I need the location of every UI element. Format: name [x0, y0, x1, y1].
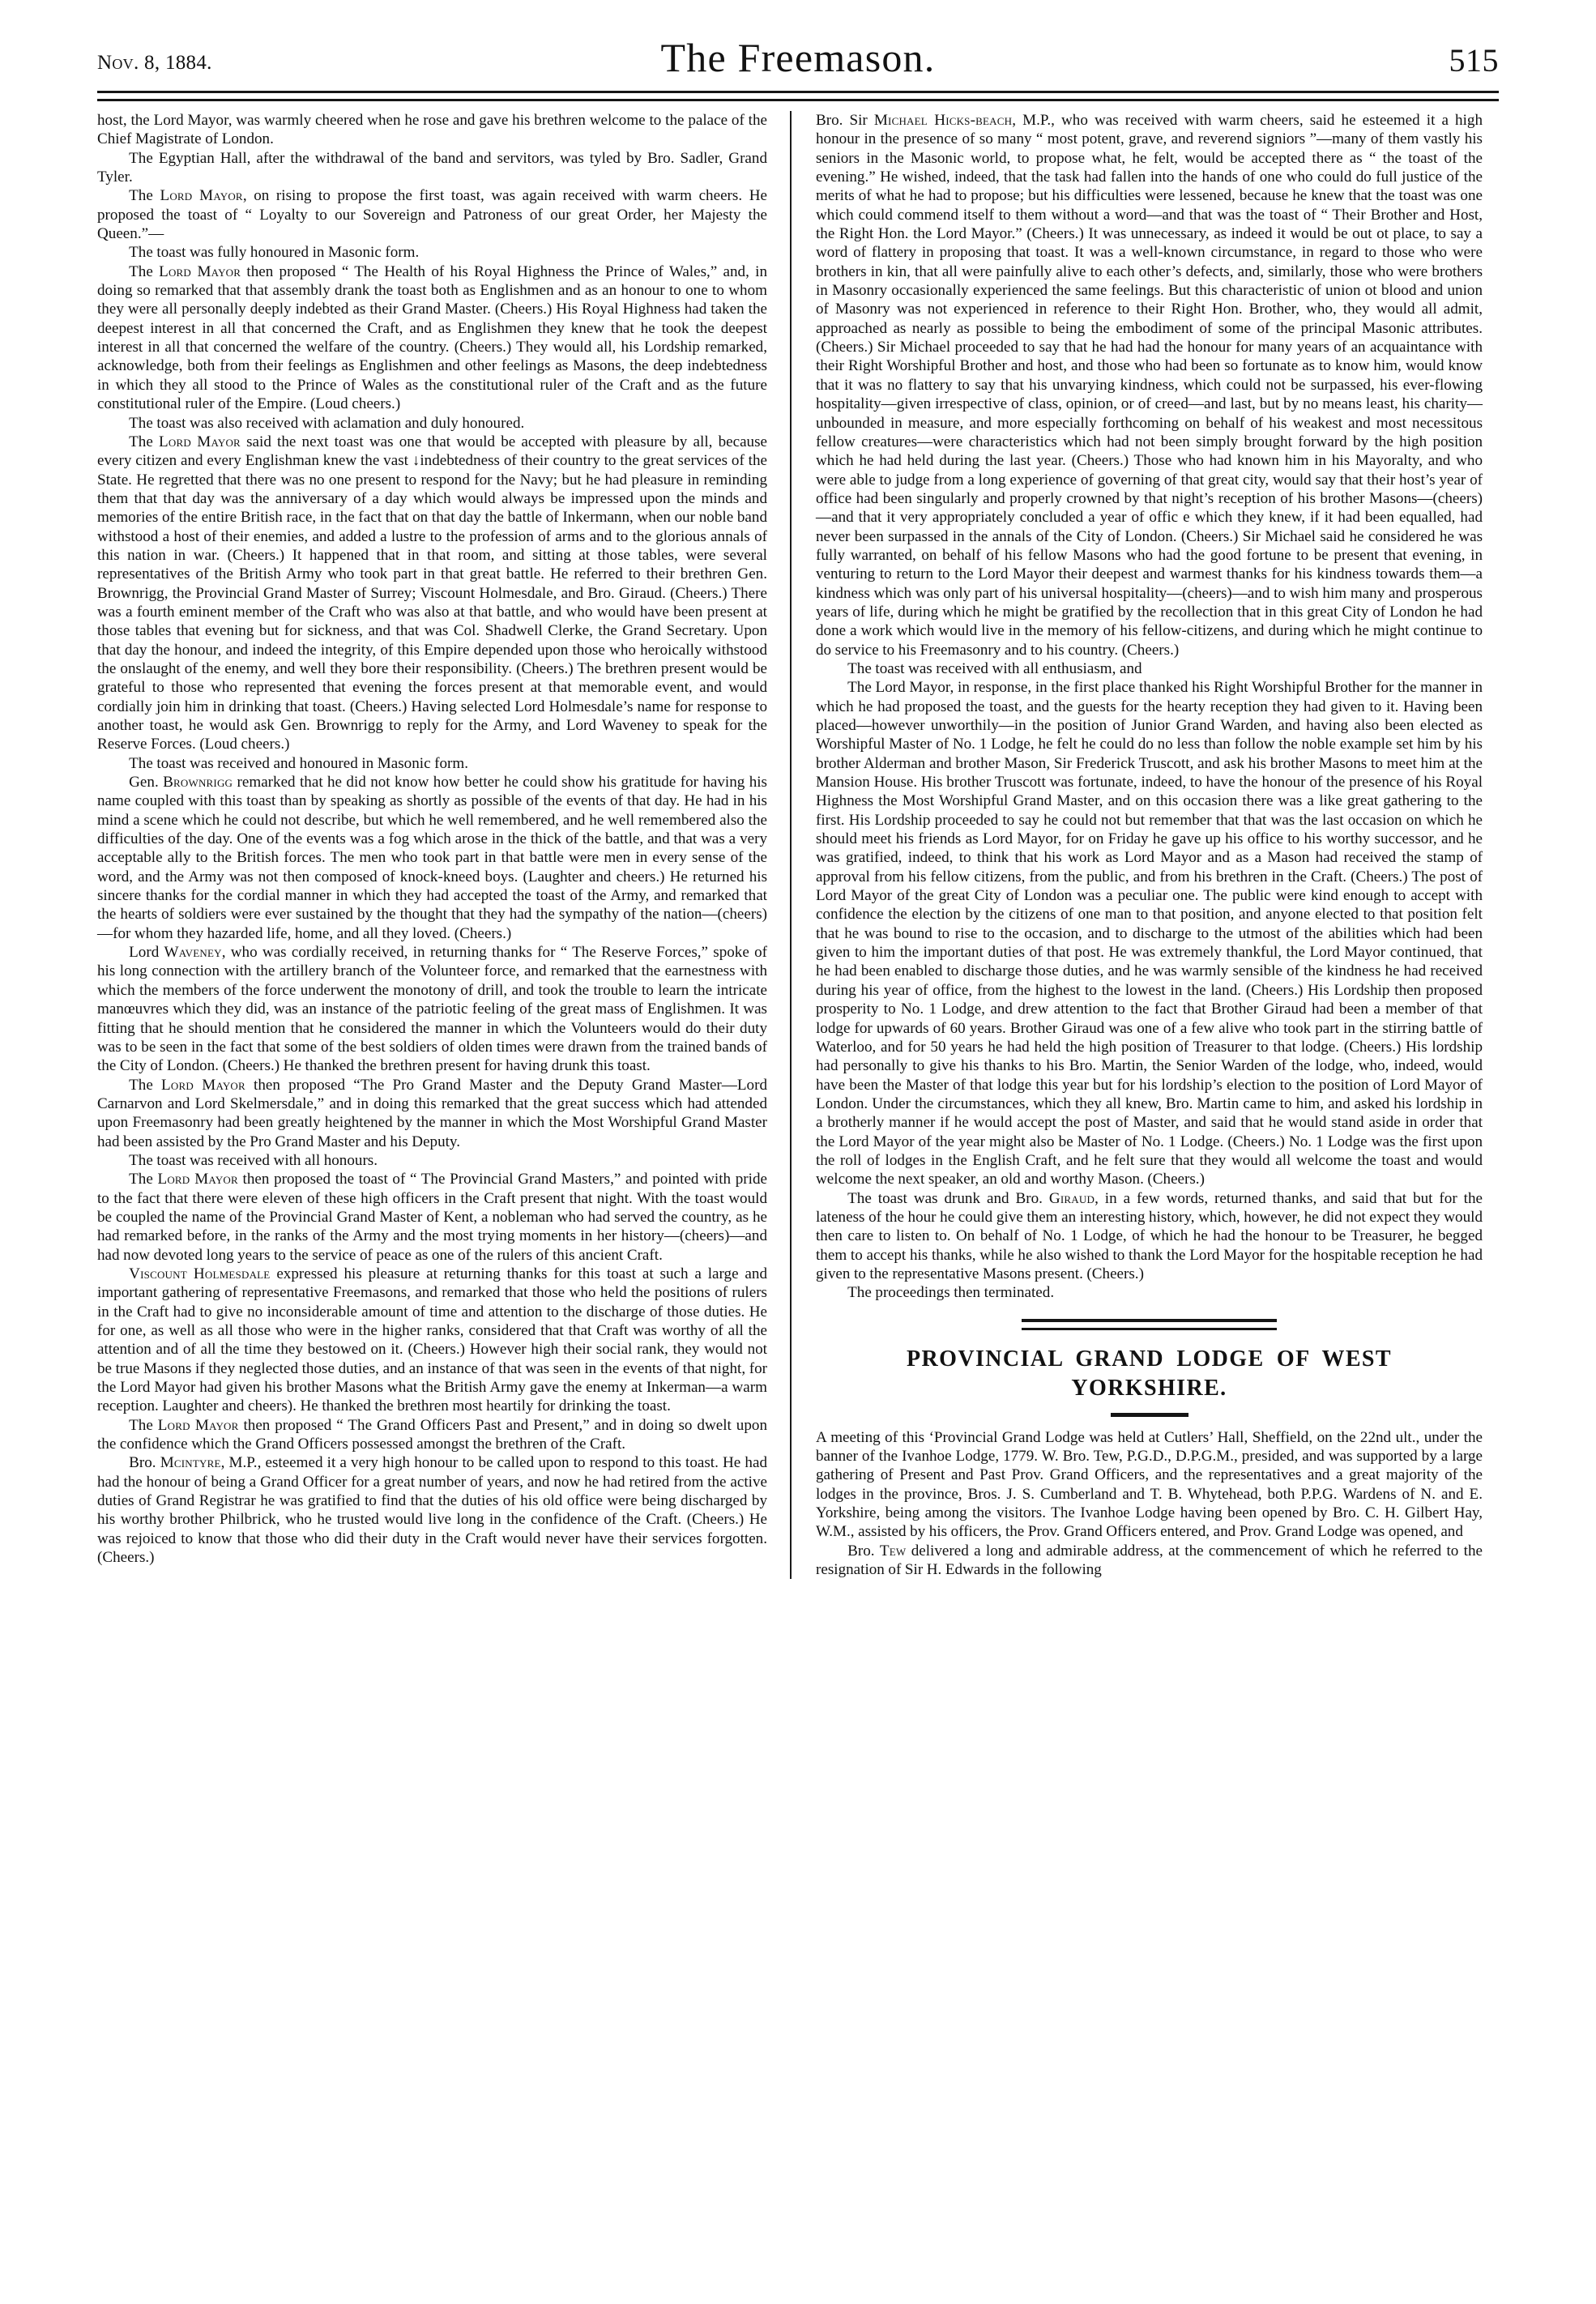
paragraph: The Lord Mayor then proposed “ The Grand Officers Past and Present,” and in doing so dwelt upon the confidence which the Grand Officers possessed amongst the brethren of the Craft.	[97, 1416, 767, 1453]
paragraph: The Lord Mayor then proposed “ The Health of his Royal Highness the Prince of Wales,” and, in doing so remarked that that assembly drank the toast both as Englishmen and as an honour to one to whom they were all personally deeply indebted as their Grand Master. (Cheers.) His Royal Highness had taken the deepest interest in all that concerned the Craft, and as Englishmen they knew that he took the deepest interest in all that concerned the welfare of the country. (Cheers.) They would all, his Lordship remarked, acknowledge, both from their feelings as Englishmen and other feelings as Masons, the deep indebtedness in which they all stood to the Prince of Wales as the constitutional ruler of the Craft and as the future constitutional ruler of the Empire. (Loud cheers.)	[97, 262, 767, 413]
paragraph: Bro. Tew delivered a long and admirable address, at the commencement of which he referred to the resignation of Sir H. Edwards in the following	[816, 1542, 1483, 1579]
paragraph: The Lord Mayor, in response, in the first place thanked his Right Worshipful Brother for the manner in which he had proposed the toast, and the guests for the hearty reception they had given to it. Having been placed—however unworthily—in the position of Junior Grand Warden, and having also been elected as Worshipful Master of No. 1 Lodge, he felt he could do no less than follow the noble example set him by his brother Alderman and brother Mason, Sir Frederick Truscott, and ask his brother Masons to meet him at the Mansion House. His brother Truscott was fortunate, indeed, to have the honour of the presence of his Royal Highness the Most Worshipful Grand Master, and on this occasion there was a like great gathering to the first. His Lordship proceeded to say he could not but remember that that was the last occasion on which he should meet his friends as Lord Mayor, for on Friday he gave up his office to his worthy successor, and he was gratified, indeed, to think that his work as Lord Mayor and as a Mason had received the stamp of approval from his fellow citizens, from the public, and from his brethren in the Craft. (Cheers.) The post of Lord Mayor of the great City of London was a peculiar one. The public were kind enough to accept with confidence the election by the citizens of one man to that position, and anyone elected to that position felt that he was bound to rise to the occasion, and to discharge to the utmost of the abilities which had been given to him the important duties of that post. He was extremely thankful, the Lord Mayor continued, that he had been enabled to discharge those duties, and he was warmly sensible of the kindness he had received during his year of office, from the highest to the lowest in the land. (Cheers.) His Lordship then proposed prosperity to No. 1 Lodge, and drew attention to the fact that Brother Giraud had been a member of that lodge for upwards of 60 years. Brother Giraud was one of a few alive who took part in the stirring battle of Waterloo, and for 50 years he had held the high position of Treasurer to that lodge. (Cheers.) His lordship had personally to give his thanks to his Bro. Martin, the Senior Warden of the lodge, who, indeed, would have been the Master of that lodge this year but for his lordship’s election to the position of Lord Mayor of London. Under the circumstances, which they all knew, Bro. Martin came to him, and asked his lordship in a brotherly manner if he would accept the post of Master, and said that he would stand aside in order that the Lord Mayor of the year might also be Master of No. 1 Lodge. (Cheers.) No. 1 Lodge was the first upon the roll of lodges in the English Craft, and he felt sure that they would all welcome the toast and would welcome the next speaker, an old and worthy Mason. (Cheers.)	[816, 679, 1483, 1188]
paragraph: Lord Waveney, who was cordially received, in returning thanks for “ The Reserve Forces,” spoke of his long connection with the artillery branch of the Volunteer force, and remarked that the earnestness with which the members of the force underwent the monotony of drill, and took the trouble to learn the intricate manœuvres which they did, was an instance of the patriotic feeling of the great mass of Englishmen. It was fitting that he should mention that he considered the manner in which the Volunteers would do their duty was to be seen in the fact that some of the best soldiers of olden times were drawn from the trained bands of the City of London. (Cheers.) He thanked the brethren present for having drunk this toast.	[97, 944, 767, 1075]
article-columns	[97, 111, 1499, 1579]
paragraph: The toast was drunk and Bro. Giraud, in a few words, returned thanks, and said that but for the lateness of the hour he could give them an interesting history, which, however, he did not expect they would then care to listen to. On behalf of No. 1 Lodge, of which he had the honour to be Treasurer, he begged them to accept his thanks, while he also wished to thank the Lord Mayor for the hospitable reception he had given to the representative Masons present. (Cheers.)	[816, 1189, 1483, 1282]
paragraph: The toast was received with all honours.	[129, 1151, 378, 1169]
section-heading	[816, 1345, 1483, 1403]
masthead-rule	[97, 91, 1499, 101]
paragraph: The Lord Mayor then proposed the toast of “ The Provincial Grand Masters,” and pointed with pride to the fact that there were eleven of these high officers in the Craft present that night. With the toast would be coupled the name of the Provincial Grand Master of Kent, a nobleman who had served the country, as he had remarked before, in the ranks of the Army and the most trying moments in her history—(cheers)—and had now devoted long years to the service of peace as one of the rulers of this ancient Craft.	[97, 1171, 767, 1264]
paragraph: The Lord Mayor, on rising to propose the first toast, was again received with warm cheers. He proposed the toast of “ Loyalty to our Sovereign and Patroness of our great Order, her Majesty the Queen.”—	[97, 187, 767, 243]
paragraph: The toast was also received with aclamation and duly honoured.	[129, 414, 525, 432]
page-number: 515	[1449, 42, 1499, 79]
right-column	[790, 111, 1483, 1579]
paragraph: The toast was received with all enthusiasm, and	[847, 659, 1142, 677]
masthead-date: Nov. 8, 1884.	[97, 52, 212, 74]
masthead	[97, 0, 1499, 87]
section-heading-line-1: PROVINCIAL GRAND LODGE OF WEST	[907, 1346, 1392, 1372]
paragraph: The Lord Mayor said the next toast was one that would be accepted with pleasure by all, because every citizen and every Englishman knew the vast ↓indebtedness of their country to the great services of the State. He regretted that there was no one present to respond for the Navy; but he had pleasure in reminding them that that day was the anniversary of a day which would always be impressed upon the minds and memories of the entire British race, in the fact that on that day the battle of Inkermann, when our noble band withstood a host of their enemies, and added a lustre to the profession of arms and to the glorious annals of this nation in war. (Cheers.) It happened that in that room, and sitting at those tables, were several representatives of the British Army who took part in that great battle. He referred to their brethren Gen. Brownrigg, the Provincial Grand Master of Surrey; Viscount Holmesdale, and Bro. Giraud. (Cheers.) There was a fourth eminent member of the Craft who was also at that battle, and who would have been present at those tables that evening but for sickness, and that was Col. Shadwell Clerke, the Grand Secretary. Upon that day the honour, and indeed the integrity, of this Empire depended upon those who heroically withstood the onslaught of the enemy, and well they bore their responsibility. (Cheers.) The brethren present would be grateful to those who represented that evening the forces present at that memorable event, and would cordially join him in drinking that toast. (Cheers.) Having selected Lord Holmesdale’s name for response to another toast, he would ask Gen. Brownrigg to reply for the Army, and Lord Waveney to speak for the Reserve Forces. (Loud cheers.)	[97, 433, 767, 753]
paragraph: The toast was fully honoured in Masonic form.	[129, 244, 420, 262]
paragraph: Viscount Holmesdale expressed his pleasure at returning thanks for this toast at such a large and important gathering of representative Freemasons, and remarked that those who held the positions of rulers in the Craft had to give no inconsiderable amount of time and attention to the discharge of those duties. He for one, as well as all those who were in the higher ranks, considered that that Craft was worthy of all the attention and of all the time they bestowed on it. (Cheers.) However high their social rank, they would not be true Masons if they neglected those duties, and an instance of that was seen in the events of that night, for the Lord Mayor had given his brother Masons what the British Army gave the enemy at Inkerman—a warm reception. Laughter and cheers). He thanked the brethren most heartily for drinking the toast.	[97, 1265, 767, 1415]
section-rule-top	[1022, 1319, 1277, 1330]
section-provincial-grand-lodge	[816, 1319, 1483, 1580]
paragraph: A meeting of this ‘Provincial Grand Lodge was held at Cutlers’ Hall, Sheffield, on the 22nd ult., under the banner of the Ivanhoe Lodge, 1779. W. Bro. Tew, P.G.D., D.P.G.M., presided, and was supported by a large gathering of Present and Past Prov. Grand Officers, and the representatives and a great majority of the lodges in the province, Bros. J. S. Cumberland and T. B. Whytehead, both P.P.G. Wardens of N. and E. Yorkshire, being among the visitors. The Ivanhoe Lodge having been opened by Bro. C. H. Gilbert Hay, W.M., assisted by his officers, the Prov. Grand Officers entered, and Prov. Grand Lodge was opened, and	[816, 1428, 1483, 1541]
paragraph: Bro. Mcintyre, M.P., esteemed it a very high honour to be called upon to respond to this toast. He had had the honour of being a Grand Officer for a great number of years, and now he had retired from the active duties of Grand Registrar he was gratified to find that the duties of his old office were being discharged by his worthy brother Philbrick, who he trusted would live long in the confidence of the Craft. (Cheers.) He was rejoiced to know that those who did their duty in the Craft would never have their services forgotten. (Cheers.)	[97, 1454, 767, 1567]
page-title: The Freemason.	[660, 35, 936, 80]
section-heading-line-2: YORKSHIRE.	[1071, 1375, 1227, 1401]
paragraph: The Egyptian Hall, after the withdrawal of the band and servitors, was tyled by Bro. Sadler, Grand Tyler.	[97, 149, 767, 186]
paragraph: Bro. Sir Michael Hicks-beach, M.P., who was received with warm cheers, said he esteemed it a high honour in the presence of so many “ most potent, grave, and reverend signiors ”—many of them vastly his seniors in the Masonic world, to propose what, he felt, would be accepted there as “ the toast of the evening.” He wished, indeed, that the task had fallen into the hands of one who could do full justice of the merits of what he had to propose; but his difficulties were lessened, because he knew that the toast was one which could commend itself to them without a word—and that was the toast of “ Their Brother and Host, the Right Hon. the Lord Mayor.” (Cheers.) It was unnecessary, as indeed it would be out ot place, to say a word of flattery in proposing that toast. It was a well-known circumstance, in regard to those who were brothers in kin, that all were painfully alive to each other’s defects, and, similarly, those who were brothers in Masonry occasionally experienced the same feelings. But this characteristic of union ot blood and union of Masonry was not experienced in reference to their Right Hon. Brother, who, they would all admit, approached as nearly as possible to being the embodiment of some of the principal Masonic attributes. (Cheers.) Sir Michael proceeded to say that he had had the honour for many years of an acquaintance with their Right Worshipful Brother and host, and those who had been so fortunate as to know him, would know that it was no flattery to say that his unvarying kindness, which could not be surpassed, his ever-flowing hospitality—given irrespective of class, opinion, or of creed—and last, but by no means least, his charity—unbounded in measure, and more especially forthcoming on behalf of his weakest and most necessitous fellow creatures—were characteristics which had not been simply brought forward by the high position which he had held during the last year. (Cheers.) Those who had known him in his Mayoralty, and who were able to judge from a long experience of governing of that great city, would say that their host’s year of office had been singularly and properly crowned by that night’s reception of his brother Masons—(cheers)—and that it very appropriately concluded a year of offic e which they knew, if it had been equalled, had never been surpassed in the annals of the City of London. (Cheers.) Sir Michael said he considered he was fully warranted, on behalf of his fellow Masons who had the good fortune to be present that evening, in venturing to return to the Lord Mayor their deepest and warmest thanks for his kindness towards them—a kindness which was only part of his universal hospitality—(cheers)—and to wish him many and prosperous years of life, during which he might be gratified by the recollection that in this great City of London he had done a work which would live in the memory of his fellow-citizens, and during which he might continue to do service to his Freemasonry and to his country. (Cheers.)	[816, 112, 1483, 659]
paragraph: Gen. Brownrigg remarked that he did not know how better he could show his gratitude for having his name coupled with this toast than by speaking as shortly as possible of the events of that day. He had in his mind a scene which he could not describe, but which he well remembered, and he well remembered also the difficulties of the day. One of the events was a fog which arose in the thick of the battle, and that was a very acceptable ally to the British forces. The men who took part in that battle were men in every sense of the word, and the Army was not then composed of knock-kneed boys. (Laughter and cheers.) He returned his sincere thanks for the cordial manner in which they had accepted the toast of the Army, and remarked that the hearts of soldiers were ever sustained by the thought that they had the sympathy of the nation—(cheers)—for whom they hazarded life, home, and all they loved. (Cheers.)	[97, 774, 767, 942]
section-rule-bottom	[1111, 1413, 1188, 1417]
paragraph: The toast was received and honoured in Masonic form.	[129, 754, 469, 772]
paragraph: The proceedings then terminated.	[847, 1284, 1055, 1302]
paragraph: The Lord Mayor then proposed “The Pro Grand Master and the Deputy Grand Master—Lord Carnarvon and Lord Skelmersdale,” and in doing this remarked that the great success which had attended upon Freemasonry had been greatly heightened by the manner in which the Most Worshipful Grand Master had been assisted by the Pro Grand Master and his Deputy.	[97, 1076, 767, 1150]
left-column	[97, 111, 790, 1579]
paragraph: host, the Lord Mayor, was warmly cheered when he rose and gave his brethren welcome to the palace of the Chief Magistrate of London.	[97, 112, 767, 148]
